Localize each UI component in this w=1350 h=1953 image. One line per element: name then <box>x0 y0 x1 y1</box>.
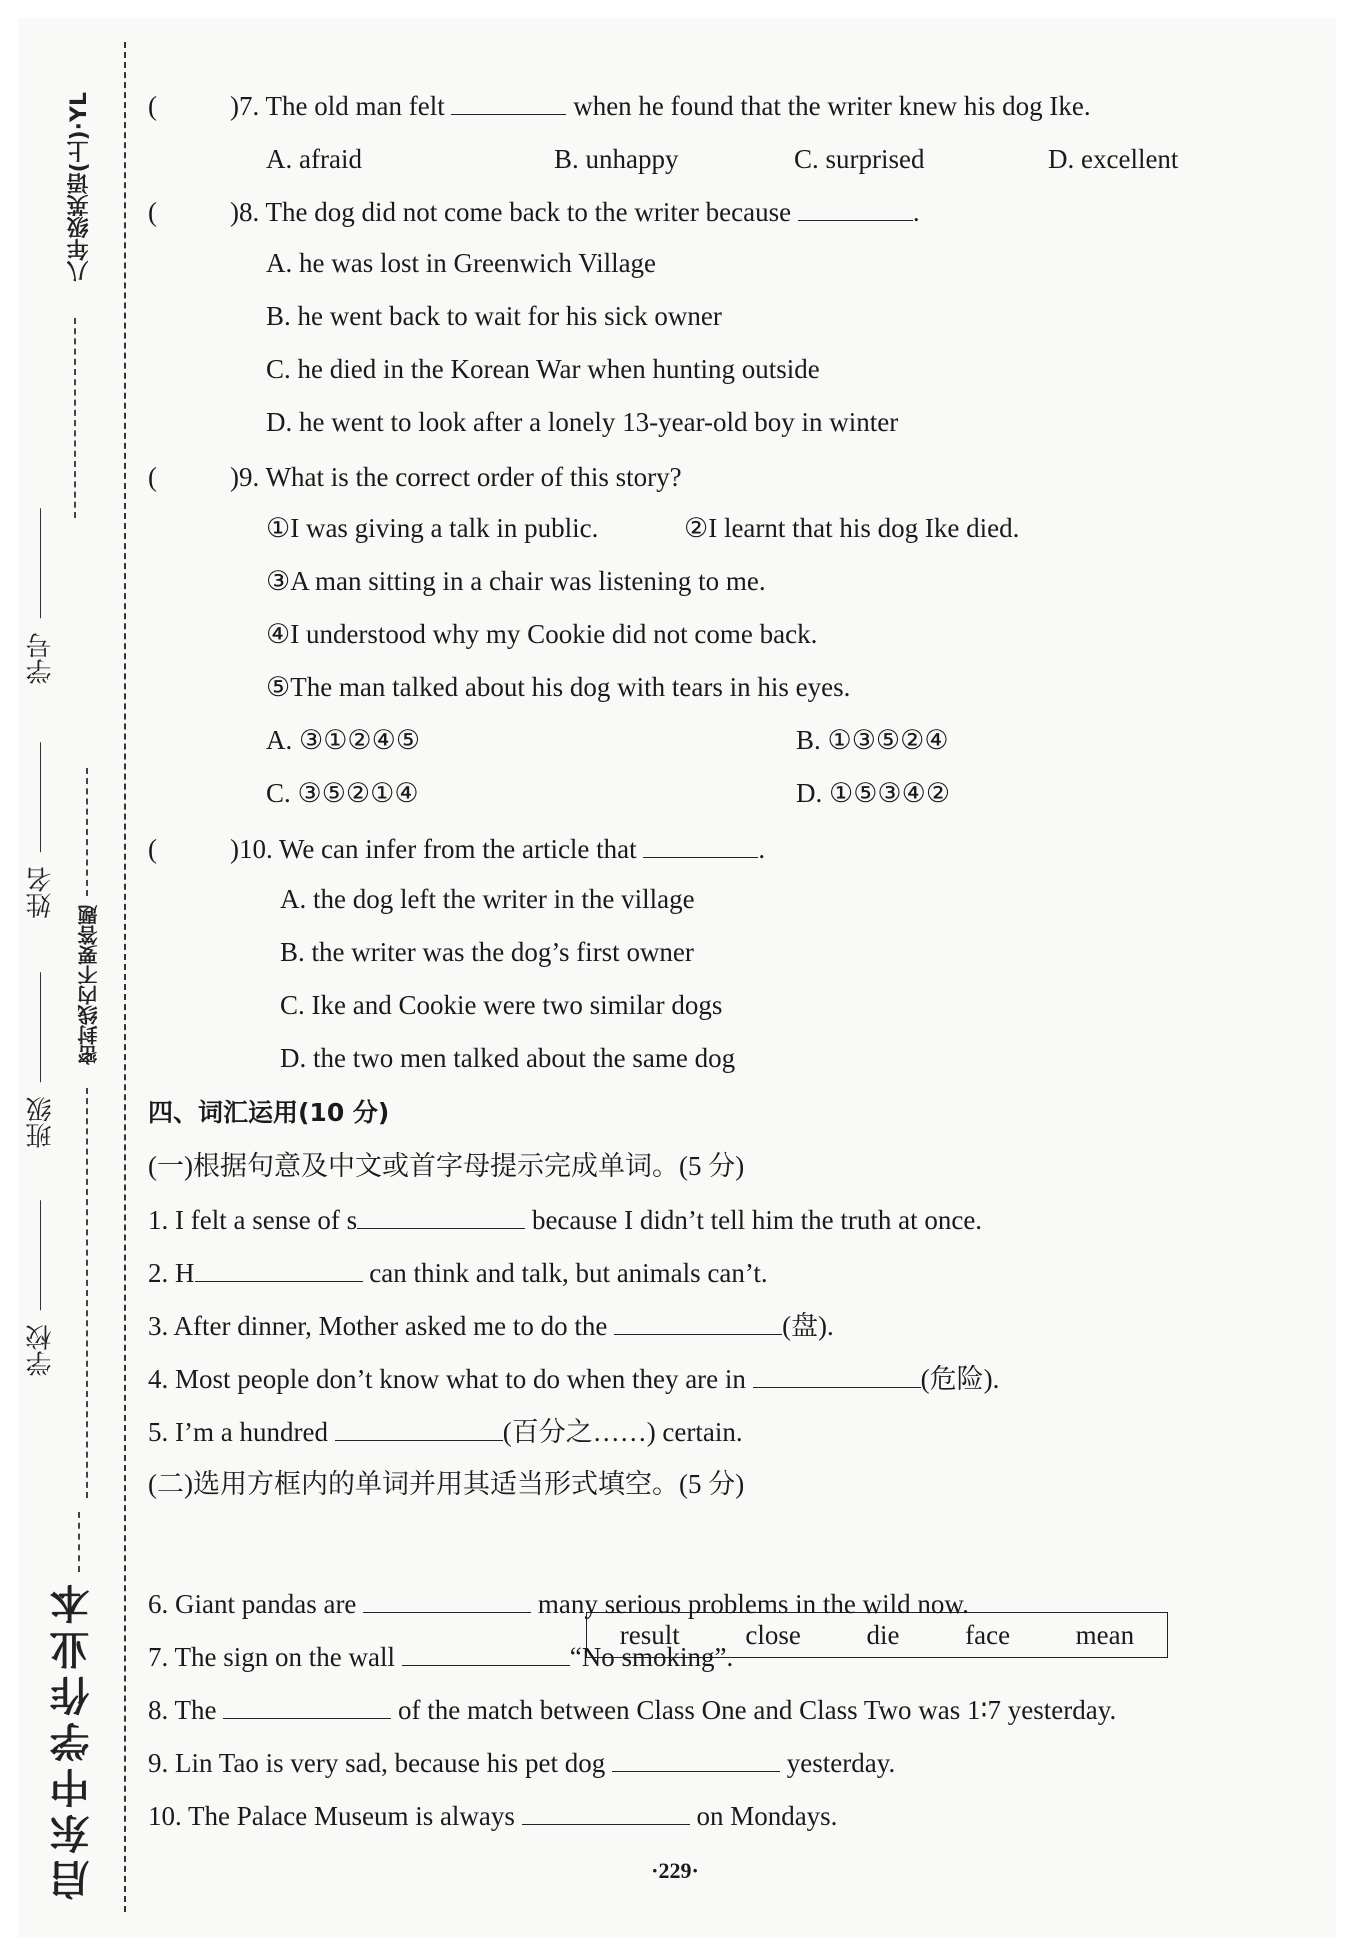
vocab-item-text: can think and talk, but animals can’t. <box>362 1258 768 1288</box>
question-10-stem-b: . <box>758 834 766 864</box>
header-divider <box>74 318 76 518</box>
fill-item-text: 6. Giant pandas are <box>148 1589 364 1619</box>
option-10b[interactable]: B. the writer was the dog’s first owner <box>280 937 694 967</box>
answer-blank[interactable] <box>363 1586 531 1613</box>
answer-blank[interactable] <box>335 1414 503 1441</box>
fill-item-text: of the match between Class One and Class Two was 1∶7 yesterday. <box>391 1695 1117 1725</box>
option-7a[interactable]: A. afraid <box>266 144 362 174</box>
event-2: ②I learnt that his dog Ike died. <box>684 513 1020 543</box>
answer-blank[interactable] <box>643 831 758 858</box>
question-9 <box>148 460 682 494</box>
vocab-item-text: 1. I felt a sense of s <box>148 1205 358 1235</box>
answer-paren: ( <box>148 91 157 121</box>
vocab-item-text: (危险). <box>920 1364 1000 1394</box>
student-number-label: 学号 <box>26 632 56 685</box>
question-8 <box>148 194 920 229</box>
question-10-stem-a: )10. We can infer from the article that <box>230 834 644 864</box>
grade-subject-tag: 八年级英语(上)·YL <box>67 92 92 283</box>
vocab-item-text: 2. H <box>148 1258 195 1288</box>
option-10c[interactable]: C. Ike and Cookie were two similar dogs <box>280 990 723 1020</box>
fill-item-text: many serious problems in the wild now. <box>531 1589 969 1619</box>
event-1: ①I was giving a talk in public. <box>266 513 599 543</box>
vocab-item-text: 4. Most people don’t know what to do when they are in <box>148 1364 753 1394</box>
event-4: ④I understood why my Cookie did not come back. <box>266 619 818 649</box>
name-field <box>22 742 59 918</box>
student-number-line[interactable] <box>41 508 42 618</box>
name-line[interactable] <box>41 742 42 852</box>
question-7-stem-a: )7. The old man felt <box>230 91 452 121</box>
word-option: die <box>866 1619 900 1650</box>
fill-item-9 <box>148 1745 895 1780</box>
binding-dashed-line <box>124 42 126 1912</box>
option-7c[interactable]: C. surprised <box>794 144 925 174</box>
school-divider <box>78 1512 80 1572</box>
seal-divider-bottom <box>86 1088 88 1498</box>
school-label: 学校 <box>26 1324 56 1377</box>
fill-item-text: 8. The <box>148 1695 224 1725</box>
part-2-title: (二)选用方框内的单词并用其适当形式填空。(5 分) <box>148 1469 745 1499</box>
option-9a[interactable]: A. ③①②④⑤ <box>266 725 421 755</box>
fill-item-10 <box>148 1798 837 1833</box>
fill-item-text: “No smoking”. <box>569 1642 734 1672</box>
page-number: ·229· <box>651 1858 699 1883</box>
vocab-item-text: because I didn’t tell him the truth at once. <box>525 1205 983 1235</box>
answer-paren: ( <box>148 462 157 492</box>
option-10a[interactable]: A. the dog left the writer in the village <box>280 884 695 914</box>
option-7b[interactable]: B. unhappy <box>554 144 679 174</box>
fill-item-text: 7. The sign on the wall <box>148 1642 402 1672</box>
fill-item-text: yesterday. <box>780 1748 896 1778</box>
school-field <box>22 1200 59 1376</box>
answer-blank[interactable] <box>753 1361 921 1388</box>
vocab-item-4 <box>148 1361 999 1396</box>
section-4-title: 四、词汇运用(10 分) <box>148 1098 390 1127</box>
question-7-stem-b: when he found that the writer knew his dog Ike. <box>566 91 1091 121</box>
fill-item-text: 9. Lin Tao is very sad, because his pet dog <box>148 1748 613 1778</box>
question-10 <box>148 831 765 866</box>
fill-item-8 <box>148 1692 1116 1727</box>
name-label: 姓名 <box>26 866 56 919</box>
fill-item-6 <box>148 1586 969 1621</box>
answer-blank[interactable] <box>402 1639 570 1666</box>
word-option: close <box>745 1619 801 1650</box>
seal-divider-top <box>86 768 88 896</box>
question-8-stem-b: . <box>912 197 920 227</box>
answer-paren: ( <box>148 197 157 227</box>
seal-notice: 密封线内不要答题 <box>77 905 101 1065</box>
class-field <box>22 972 59 1148</box>
question-8-stem-a: )8. The dog did not come back to the writer because <box>230 197 798 227</box>
answer-blank[interactable] <box>451 88 566 115</box>
answer-blank[interactable] <box>612 1745 780 1772</box>
word-option: result <box>619 1619 680 1650</box>
answer-blank[interactable] <box>357 1202 525 1229</box>
answer-blank[interactable] <box>223 1692 391 1719</box>
option-8d[interactable]: D. he went to look after a lonely 13-year-old boy in winter <box>266 407 899 437</box>
event-5: ⑤The man talked about his dog with tears in his eyes. <box>266 672 851 702</box>
word-option: mean <box>1075 1619 1135 1650</box>
school-line[interactable] <box>41 1200 42 1310</box>
class-label: 班级 <box>26 1096 56 1149</box>
option-8c[interactable]: C. he died in the Korean War when hunting outside <box>266 354 820 384</box>
vocab-item-text: (百分之……) certain. <box>502 1417 743 1447</box>
fill-item-text: on Mondays. <box>689 1801 838 1831</box>
option-8b[interactable]: B. he went back to wait for his sick owner <box>266 301 722 331</box>
fill-item-text: 10. The Palace Museum is always <box>148 1801 522 1831</box>
question-7 <box>148 88 1091 123</box>
vocab-item-text: 3. After dinner, Mother asked me to do the <box>148 1311 615 1341</box>
vocab-item-text: 5. I’m a hundred <box>148 1417 335 1447</box>
answer-blank[interactable] <box>522 1798 690 1825</box>
word-option: face <box>965 1619 1011 1650</box>
option-10d[interactable]: D. the two men talked about the same dog <box>280 1043 736 1073</box>
option-7d[interactable]: D. excellent <box>1048 144 1179 174</box>
class-line[interactable] <box>41 972 42 1082</box>
binding-margin <box>0 0 130 1953</box>
vocab-item-5 <box>148 1414 743 1449</box>
question-9-stem: )9. What is the correct order of this story? <box>230 462 682 492</box>
vocab-item-2 <box>148 1255 768 1290</box>
fill-item-7 <box>148 1639 733 1674</box>
vocab-item-3 <box>148 1308 834 1343</box>
school-name: 启东中学作业本 <box>50 1578 96 1900</box>
option-9b[interactable]: B. ①③⑤②④ <box>796 725 949 755</box>
option-9c[interactable]: C. ③⑤②①④ <box>266 778 419 808</box>
answer-blank[interactable] <box>614 1308 782 1335</box>
vocab-item-text: (盘). <box>782 1311 834 1341</box>
student-number-field <box>22 508 59 684</box>
event-3: ③A man sitting in a chair was listening to me. <box>266 566 766 596</box>
option-8a[interactable]: A. he was lost in Greenwich Village <box>266 248 657 278</box>
vocab-item-1 <box>148 1202 982 1237</box>
part-1-title: (一)根据句意及中文或首字母提示完成单词。(5 分) <box>148 1151 745 1181</box>
answer-blank[interactable] <box>195 1255 363 1282</box>
option-9d[interactable]: D. ①⑤③④② <box>796 778 951 808</box>
answer-paren: ( <box>148 834 157 864</box>
answer-blank[interactable] <box>798 194 913 221</box>
